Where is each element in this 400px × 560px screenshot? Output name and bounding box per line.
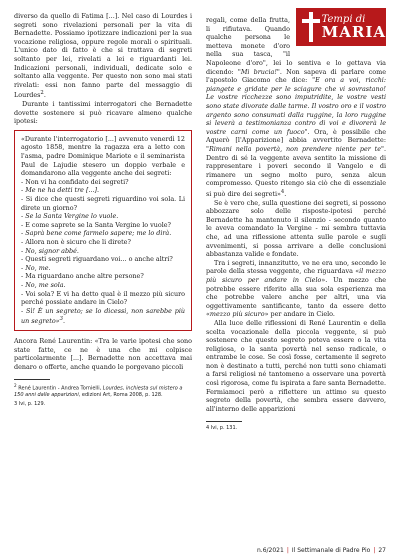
quote-line: - Sì! È un segreto; se lo dicessi, non sarebbe più un segreto»$^3$. bbox=[21, 306, 185, 326]
masthead-line2: MARIA bbox=[321, 22, 386, 41]
page-footer: n.6/2021 | Il Settimanale di Padre Pio | 27 bbox=[257, 547, 386, 554]
paragraph: regali, come della frutta, li rifiutava. Quando qualche persona le metteva monete d'oro nella sua tasca, "il Napoleone d'oro", lei lo sentiva e lo gettava via dicendo: "Mi brucia!". Non sapeva di parlare come l'apostolo Giacomo che dice: "E ora a voi, ricchi: piangete e gridate per le sciagure che vi sovrastano! Le vostre ricchezze sono imputridite, le vostre vesti sono state divorate dalle tarme. Il vostro oro e il vostro argento sono consumati dalla ruggine, la loro ruggine si leverà a testimonianza contro di voi e divorerà le vostre carni come un fuoco". Ora, è possibile che Aquerò [l'Apparizione] abbia avvertito Bernadette: "Rimani nella povertà, non prendere niente per te". Dentro di sé la veggente aveva sentito la missione di rappresentare i poveri secondo il Vangelo e di rimanere un segno molto puro, senza alcun compromesso. Questo ritengo sia ciò che di essenziale si può dire dei segreti»$^4$. bbox=[206, 16, 387, 198]
quote-line: - Saprà bene come farmelo sapere; me lo dirà. bbox=[21, 229, 172, 238]
paragraph: Ancora René Laurentin: «Tra le varie ipotesi che sono state fatte, ce ne è una che mi colpisce particolarmente [...]. Bernadette non accettava mai denaro o offerte, anche quando le porgevano piccoli bbox=[14, 337, 192, 371]
quote-line: - No, me sola. bbox=[21, 280, 66, 289]
left-column bbox=[14, 12, 192, 409]
quote-line: - No, me. bbox=[21, 263, 51, 272]
paragraph: Durante i tantissimi interrogatori che Bernadette dovette sostenere si può ricavare almeno qualche ipotesi: bbox=[14, 100, 192, 126]
footnote: 3 Ivi, p. 129. bbox=[14, 400, 46, 407]
magazine-name: Il Settimanale di Padre Pio bbox=[291, 547, 371, 554]
footnote-rule bbox=[206, 421, 242, 422]
interrogation-quote-box bbox=[14, 130, 192, 331]
quote-line: - E come saprete se la Santa Vergine lo vuole? bbox=[21, 220, 171, 229]
paragraph: Tra i segreti, innanzitutto, ve ne era uno, secondo le parole della stessa veggente, che riguardava «il mezzo più sicuro per andare in Cielo». Un mezzo che potrebbe essere riferito alla sua sola esperienza ma che potrebbe valere anche per altri, una via oggettivamente santificante, tanto da essere detto «mezzo più sicuro» per andare in Cielo. bbox=[206, 258, 386, 319]
quote-line: - Allora non è sicuro che li direte? bbox=[21, 237, 131, 246]
footnote: $^2$ René Laurentin - Andrea Tornielli, Lourdes, inchiesta sul mistero a 150 anni dalle apparizioni, edizioni Art, Roma 2008, p. 128. bbox=[14, 383, 183, 399]
quote-line: - Non vi ha confidato dei segreti? bbox=[21, 177, 129, 186]
page-number: 27 bbox=[378, 547, 386, 554]
quote-line: - Ma riguardano anche altre persone? bbox=[21, 272, 144, 281]
quote-line: «Durante l'interrogatorio [...] avvenuto venerdì 12 agosto 1858, mentre la ragazza era a letto con l'asma, padre Dominique Mariote e il seminarista Paul de Lajudie stesero un doppio verbale e domandarono alla veggente anche dei segreti: bbox=[21, 134, 185, 178]
quote-line: - Voi sola? E vi ha detto qual è il mezzo più sicuro perché possiate andare in Cielo? bbox=[21, 289, 185, 307]
masthead-line1: Tempi di bbox=[321, 13, 366, 25]
quote-line: - Si dice che questi segreti riguardino voi sola. Li direte un giorno? bbox=[21, 195, 185, 212]
quote-line: - No, signor abbé. bbox=[21, 246, 79, 255]
footnote: 4 Ivi, p. 131. bbox=[206, 425, 238, 432]
quote-line: - Me ne ha detti tre [...]. bbox=[21, 186, 100, 195]
paragraph: Se è vero che, sulla questione dei segreti, si possono abbozzare solo delle risposte-ipotesi perché Bernadette ha mantenuto il silenzio - secondo quanto le aveva comandato la Vergine - mi sembra tuttavia che, ad una riflessione attenta sulle parole e sugli avvenimenti, si possa arrivare a delle conclusioni abbastanza valide e fondate. bbox=[206, 198, 386, 259]
quote-line: - Questi segreti riguardano voi... o anche altri? bbox=[21, 255, 173, 264]
right-column bbox=[206, 13, 387, 434]
paragraph: diverso da quello di Fatima [...]. Nel caso di Lourdes i segreti sono rivelazioni personali per la vita di Bernadette. Possiamo ipotizzare indicazioni per la sua vocazione religiosa, oppure regole morali o spirituali. L'unico dato di fatto è che si trattava di segreti soltanto per lei, rivelati a lei e riguardanti lei. Indicazioni personali, individuali, dedicate solo e soltanto alla veggente. Per questo non sono mai stati rivelati: essi non fanno parte del messaggio di Lourdes$^2$. bbox=[14, 12, 192, 100]
quote-line: - Se la Santa Vergine lo vuole. bbox=[21, 212, 119, 221]
paragraph: Alla luce delle riflessioni di René Laurentin e della scelta vocazionale della piccola veggente, si può sostenere che questo segreto poteva essere o la vita religiosa, o la santa povertà nel senso radicale, o entrambe le cose. Se così fosse, certamente il segreto non è destinato a tutti, perché non tutti sono chiamati a farsi religiosi né tantomeno a osservare una povertà così rigorosa, come fu ispirata a fare santa Bernadette. Fermiamoci però a riflettere un attimo su questo segreto della povertà, che sembra essere davvero, all'interno delle apparizioni bbox=[206, 318, 386, 413]
footnote-rule bbox=[14, 379, 50, 380]
issue-number: n.6/2021 bbox=[257, 547, 284, 554]
